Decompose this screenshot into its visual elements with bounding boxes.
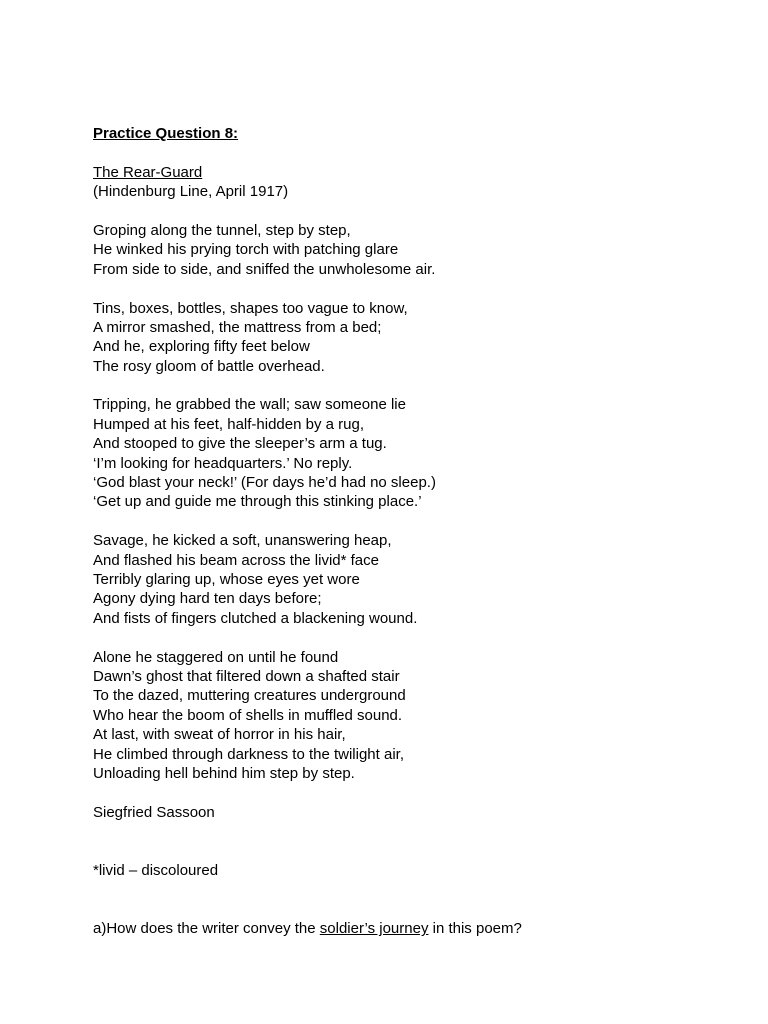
- question-prefix: a)How does the writer convey the: [93, 920, 320, 938]
- question-suffix: in this poem?: [428, 920, 522, 938]
- stanza-3: [93, 395, 733, 511]
- poem-line: At last, with sweat of horror in his hair,: [93, 726, 346, 744]
- poem-line: Alone he staggered on until he found: [93, 648, 339, 666]
- poem-line: He climbed through darkness to the twilight air,: [93, 745, 404, 763]
- stanza-1: [93, 221, 733, 279]
- poem-line: Agony dying hard ten days before;: [93, 590, 322, 608]
- document-page: [93, 124, 733, 938]
- footnote: *livid – discoloured: [93, 861, 219, 879]
- poem-line: Dawn’s ghost that filtered down a shafted stair: [93, 667, 400, 685]
- spacer: [93, 822, 733, 861]
- poem-subtitle: (Hindenburg Line, April 1917): [93, 183, 289, 201]
- question-a: [93, 919, 733, 938]
- poem-line: The rosy gloom of battle overhead.: [93, 357, 325, 375]
- spacer: [93, 376, 733, 395]
- spacer: [93, 783, 733, 802]
- poem-line: Humped at his feet, half-hidden by a rug,: [93, 415, 364, 433]
- spacer: [93, 512, 733, 531]
- poem-line: ‘Get up and guide me through this stinking place.’: [93, 493, 422, 511]
- poem-line: And stooped to give the sleeper’s arm a tug.: [93, 435, 387, 453]
- poem-line: Terribly glaring up, whose eyes yet wore: [93, 570, 360, 588]
- poem-line: Groping along the tunnel, step by step,: [93, 221, 351, 239]
- poem-line: ‘I’m looking for headquarters.’ No reply.: [93, 454, 353, 472]
- poem-line: He winked his prying torch with patching glare: [93, 241, 399, 259]
- spacer: [93, 628, 733, 647]
- practice-question-heading: Practice Question 8:: [93, 125, 239, 142]
- poem-line: And he, exploring fifty feet below: [93, 338, 310, 356]
- poem-line: Tins, boxes, bottles, shapes too vague to know,: [93, 299, 408, 317]
- spacer: [93, 143, 733, 162]
- poem-line: A mirror smashed, the mattress from a bed;: [93, 318, 382, 336]
- spacer: [93, 202, 733, 221]
- poem-line: And fists of fingers clutched a blackening wound.: [93, 609, 418, 627]
- spacer: [93, 880, 733, 919]
- poem-line: ‘God blast your neck!’ (For days he’d had no sleep.): [93, 474, 436, 492]
- spacer: [93, 279, 733, 298]
- poem-line: Tripping, he grabbed the wall; saw someone lie: [93, 396, 406, 414]
- poem-line: Unloading hell behind him step by step.: [93, 764, 355, 782]
- stanza-2: [93, 299, 733, 377]
- question-emphasis: soldier’s journey: [319, 920, 429, 938]
- poem-line: Who hear the boom of shells in muffled sound.: [93, 706, 403, 724]
- stanza-5: [93, 648, 733, 784]
- poem-title: The Rear-Guard: [93, 163, 203, 181]
- poem-line: Savage, he kicked a soft, unanswering heap,: [93, 532, 392, 550]
- poem-line: To the dazed, muttering creatures underground: [93, 687, 406, 705]
- poem-line: From side to side, and sniffed the unwholesome air.: [93, 260, 436, 278]
- stanza-4: [93, 531, 733, 628]
- poem-line: And flashed his beam across the livid* face: [93, 551, 379, 569]
- poem-author: Siegfried Sassoon: [93, 803, 215, 821]
